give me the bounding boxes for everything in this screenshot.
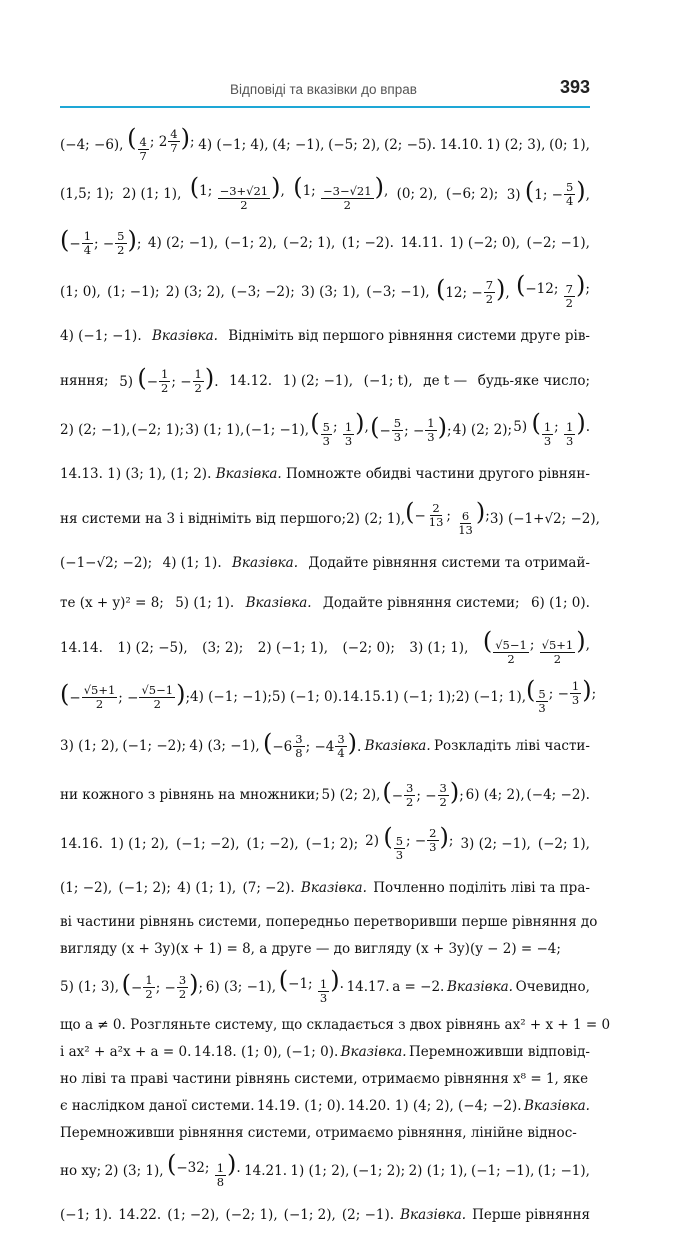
- answer-fragment: ( $\frac{5}{3}$ ; $\frac{1}{3}$ ),: [310, 408, 369, 448]
- answer-fragment: 1) (2; −1),: [282, 372, 354, 389]
- answer-fragment: Перше рівняння: [472, 1207, 590, 1223]
- answer-fragment: Помножте обидві частини другого рівнян-: [286, 466, 590, 482]
- answer-fragment: (−2; 1),: [283, 234, 336, 251]
- answer-fragment: (1; −2),: [167, 1207, 220, 1223]
- answer-fragment: 6) (1; 0).: [530, 595, 590, 611]
- answer-fragment: 3) (1; 1),: [409, 639, 469, 656]
- answer-fragment: 3) (3; 1),: [301, 283, 360, 300]
- answer-fragment: 14.22.: [118, 1207, 162, 1223]
- answer-fragment: (−2; 1),: [225, 1207, 278, 1223]
- text-line: [60, 1119, 590, 1146]
- answer-fragment: де t —: [423, 372, 468, 389]
- answer-fragment: (− $\frac{5}{3}$ ; − $\frac{1}{3}$ );: [370, 412, 452, 445]
- answer-fragment: (0; 2),: [396, 185, 438, 202]
- answer-fragment: (1; −1);: [107, 283, 160, 300]
- answer-fragment: (0; 1),: [549, 136, 590, 153]
- answer-fragment: (−1; t),: [363, 372, 413, 389]
- hint-label: Вказівка.: [447, 978, 513, 995]
- answer-fragment: (− $\frac{2}{13}$ ; $\frac{6}{13}$ );: [405, 497, 490, 537]
- answer-fragment: 3) (−1+√2; −2),: [489, 510, 600, 527]
- answer-fragment: (−32; $\frac{1}{8}$ ).: [166, 1149, 241, 1189]
- answer-fragment: (12; − $\frac{7}{2}$ ),: [435, 274, 510, 307]
- hint-label: Вказівка.: [300, 880, 367, 896]
- answer-fragment: (3; 2);: [202, 639, 244, 656]
- answer-fragment: (− $\frac{3}{2}$ ; − $\frac{3}{2}$ );: [382, 777, 464, 810]
- answer-fragment: (−1; 2);: [118, 880, 171, 896]
- text-line: [60, 169, 590, 218]
- answer-fragment: 2) ( $\frac{5}{3}$ ; − $\frac{2}{3}$ );: [365, 822, 454, 862]
- answer-fragment: Додайте рівняння системи;: [322, 595, 520, 611]
- answer-fragment: 1) (−1; 1);: [385, 688, 456, 705]
- answer-fragment: є наслідком даної системи.: [60, 1097, 255, 1114]
- hint-label: Вказівка.: [340, 1043, 407, 1060]
- text-line: [60, 218, 590, 267]
- answer-fragment: будь-яке число;: [477, 372, 590, 389]
- hint-label: Вказівка.: [232, 555, 298, 571]
- answer-fragment: 5) (1; 1).: [175, 595, 235, 611]
- text-line: [60, 908, 598, 935]
- answer-fragment: 3) (2; −1),: [460, 835, 531, 852]
- answer-fragment: (− $\frac{1}{2}$ ; − $\frac{3}{2}$ );: [121, 969, 204, 1002]
- hint-label: Вказівка.: [245, 595, 312, 611]
- answer-fragment: (−1; 2);: [352, 1162, 406, 1179]
- text-line: [60, 672, 597, 721]
- answer-fragment: Додайте рівняння системи та отримай-: [308, 555, 590, 571]
- answer-fragment: 4) (2; −1),: [147, 234, 219, 251]
- answer-fragment: 14.14.: [60, 639, 103, 656]
- answer-fragment: ня системи на 3 і відніміть від першого;: [60, 510, 347, 527]
- answer-fragment: що a ≠ 0. Розгляньте систему, що складається з двох рівнянь ax² + x + 1 = 0: [60, 1016, 611, 1033]
- text-line: [60, 356, 590, 405]
- answer-fragment: a = −2.: [392, 978, 445, 995]
- answers-text: [60, 120, 611, 1235]
- answer-fragment: ( $\frac{5}{3}$ ; − $\frac{1}{3}$ );: [526, 675, 597, 715]
- answer-fragment: (−6 $\frac{3}{8}$ ; −4 $\frac{3}{4}$ ).: [262, 728, 362, 761]
- answer-fragment: 1) (1; 2),: [290, 1162, 350, 1179]
- text-line: [60, 405, 590, 454]
- answer-fragment: 3) (1; − $\frac{5}{4}$ ),: [506, 176, 590, 209]
- answer-fragment: (−2; −1),: [526, 234, 590, 251]
- answer-fragment: 2) (2; 1),: [346, 510, 406, 527]
- answer-fragment: ( $\frac{√5-1}{2}$ ; $\frac{√5+1}{2}$ ),: [482, 626, 590, 666]
- answer-fragment: 4) (3; −1),: [189, 737, 260, 754]
- answer-fragment: 2) (3; 1),: [104, 1162, 164, 1179]
- answer-fragment: 4) (2; 2);: [452, 421, 513, 438]
- text-line: [60, 1092, 590, 1119]
- answer-fragment: (−1; 2),: [283, 1207, 336, 1223]
- answer-fragment: 14.19. (1; 0).: [256, 1097, 346, 1114]
- answer-fragment: 4) (1; 1),: [177, 880, 237, 896]
- text-line: [60, 1065, 590, 1092]
- answer-fragment: 14.12.: [229, 372, 273, 389]
- answer-fragment: (− $\frac{1}{4}$ ; − $\frac{5}{2}$ );: [60, 225, 142, 258]
- answer-fragment: (−5; 2),: [328, 136, 381, 153]
- answer-fragment: Відніміть від першого рівняння системи друге рів-: [228, 328, 590, 344]
- answer-fragment: 2) (1; 1),: [122, 185, 182, 202]
- answer-fragment: (2; −1).: [341, 1207, 395, 1223]
- answer-fragment: (−3; −2);: [231, 283, 295, 300]
- answer-fragment: 1) (−2; 0),: [449, 234, 521, 251]
- text-line: [60, 494, 600, 543]
- answer-fragment: 14.20. 1) (4; 2), (−4; −2).: [347, 1097, 522, 1114]
- answer-fragment: (− $\frac{√5+1}{2}$ ; − $\frac{√5-1}{2}$ );: [60, 679, 190, 712]
- text-line: [60, 316, 590, 356]
- answer-fragment: вигляду (x + 3y)(x + 1) = 8, а друге — до вигляду (x + 3y)(y − 2) = −4;: [60, 940, 561, 957]
- answer-fragment: 14.15.: [342, 688, 386, 705]
- answer-fragment: 5) ( $\frac{1}{3}$ ; $\frac{1}{3}$ ).: [513, 408, 590, 448]
- text-line: [60, 1146, 590, 1195]
- answer-fragment: (−1; 2),: [224, 234, 277, 251]
- answer-fragment: няння;: [60, 372, 109, 389]
- answer-fragment: (−1−√2; −2);: [60, 555, 153, 571]
- answer-fragment: Перемноживши рівняння системи, отримаємо рівняння, лінійне віднос-: [60, 1124, 577, 1141]
- answer-fragment: (−1; −1),: [245, 421, 309, 438]
- page-header: [60, 72, 590, 108]
- answer-fragment: (1; $\frac{-3+√21}{2}$ ),: [189, 172, 285, 212]
- hint-label: Вказівка.: [364, 737, 431, 754]
- text-line: [60, 454, 590, 494]
- text-line: [60, 962, 590, 1011]
- answer-fragment: Розкладіть ліві части-: [433, 737, 590, 754]
- text-line: [60, 543, 590, 583]
- hint-label: Вказівка.: [151, 328, 218, 344]
- text-line: [60, 868, 590, 908]
- answer-fragment: (−1; −2);: [122, 737, 187, 754]
- answer-fragment: ( $\frac{4}{7}$ ; 2 $\frac{4}{7}$ );: [127, 123, 195, 163]
- answer-fragment: 3) (1; 2),: [60, 737, 119, 754]
- answer-fragment: Перемноживши відповід-: [408, 1043, 590, 1060]
- answer-fragment: но ліві та праві частини рівнянь системи, отримаємо рівняння x⁸ = 1, яке: [60, 1070, 589, 1087]
- answer-fragment: (−2; 1),: [537, 835, 590, 852]
- answer-fragment: Очевидно,: [515, 978, 590, 995]
- answer-fragment: 14.16.: [60, 835, 103, 852]
- answer-fragment: 5) (1; 3),: [60, 978, 119, 995]
- answer-fragment: 2) (2; −1),: [60, 421, 131, 438]
- hint-label: Вказівка.: [215, 466, 282, 482]
- answer-fragment: (−3; −1),: [366, 283, 430, 300]
- answer-fragment: 14.21.: [244, 1162, 288, 1179]
- text-line: [60, 1195, 590, 1235]
- hint-label: Вказівка.: [400, 1207, 467, 1223]
- answer-fragment: 5) (−1; 0).: [271, 688, 343, 705]
- answer-fragment: (1; −2),: [246, 835, 299, 852]
- answer-fragment: (−1; 1).: [60, 1207, 113, 1223]
- answer-fragment: 4) (−1; 4),: [198, 136, 269, 153]
- text-line: [60, 770, 590, 819]
- text-line: [60, 583, 590, 623]
- answer-fragment: 14.17.: [346, 978, 390, 995]
- text-line: [60, 721, 590, 770]
- answer-fragment: Почленно поділіть ліві та пра-: [373, 880, 590, 896]
- answer-fragment: (7; −2).: [242, 880, 295, 896]
- answer-fragment: 1) (1; 2),: [109, 835, 169, 852]
- answer-fragment: (−12; $\frac{7}{2}$ );: [515, 270, 590, 310]
- answer-fragment: і ax² + a²x + a = 0.: [60, 1043, 192, 1060]
- answer-fragment: (−1; $\frac{1}{3}$ ).: [278, 965, 344, 1005]
- answer-fragment: 4) (−1; −1).: [60, 328, 142, 344]
- text-line: [60, 819, 590, 868]
- answer-fragment: 14.10.: [439, 136, 483, 153]
- answer-fragment: (1; −2),: [60, 880, 113, 896]
- answer-fragment: 14.11.: [400, 234, 444, 251]
- text-line: [60, 623, 590, 672]
- answer-fragment: (−4; −6),: [60, 136, 124, 153]
- answer-fragment: 2) (3; 2),: [165, 283, 225, 300]
- answer-fragment: (−6; 2);: [445, 185, 499, 202]
- answer-fragment: 5) (2; 2),: [321, 786, 381, 803]
- answer-fragment: 2) (1; 1),: [408, 1162, 468, 1179]
- hint-label: Вказівка.: [524, 1097, 590, 1114]
- text-line: [60, 267, 590, 316]
- answer-fragment: ни кожного з рівнянь на множники;: [60, 786, 320, 803]
- answer-fragment: (−2; 1);: [131, 421, 184, 438]
- answer-fragment: 5) (− $\frac{1}{2}$ ; − $\frac{1}{2}$ ).: [119, 363, 219, 396]
- answer-fragment: (−1; −2),: [176, 835, 240, 852]
- answer-fragment: 14.18. (1; 0), (−1; 0).: [193, 1043, 339, 1060]
- running-title: Відповіді та вказівки до вправ: [230, 82, 417, 97]
- answer-fragment: те (x + y)² = 8;: [60, 595, 164, 611]
- answer-fragment: 4) (1; 1).: [162, 555, 222, 571]
- answer-fragment: 3) (1; 1),: [185, 421, 245, 438]
- answer-fragment: 6) (3; −1),: [205, 978, 277, 995]
- answer-fragment: 2) (−1; 1),: [257, 639, 329, 656]
- answer-fragment: (1; 0),: [60, 283, 101, 300]
- answer-fragment: (1; $\frac{-3-√21}{2}$ ),: [293, 172, 389, 212]
- text-line: [60, 1038, 590, 1065]
- answer-fragment: (−1; −1),: [470, 1162, 535, 1179]
- answer-fragment: (1,5; 1);: [60, 185, 114, 202]
- answer-fragment: 1) (2; 3),: [486, 136, 546, 153]
- page-number: 393: [559, 77, 590, 97]
- answer-fragment: (−2; 0);: [342, 639, 395, 656]
- text-line: [60, 120, 590, 169]
- answer-fragment: (1; −1),: [537, 1162, 590, 1179]
- answer-fragment: ві частини рівнянь системи, попередньо перетворивши перше рівняння до: [60, 913, 598, 930]
- answer-fragment: 2) (−1; 1),: [455, 688, 527, 705]
- answer-fragment: 4) (−1; −1);: [190, 688, 272, 705]
- answer-fragment: 1) (2; −5),: [117, 639, 188, 656]
- answer-fragment: (−1; 2);: [305, 835, 359, 852]
- answer-fragment: но xy;: [60, 1162, 102, 1179]
- text-line: [60, 935, 590, 962]
- answer-fragment: (4; −1),: [272, 136, 325, 153]
- answer-fragment: (−4; −2).: [526, 786, 590, 803]
- answer-fragment: (1; −2).: [341, 234, 394, 251]
- answer-fragment: 6) (4; 2),: [465, 786, 525, 803]
- answer-fragment: 14.13. 1) (3; 1), (1; 2).: [60, 466, 212, 482]
- answer-fragment: (2; −5).: [383, 136, 437, 153]
